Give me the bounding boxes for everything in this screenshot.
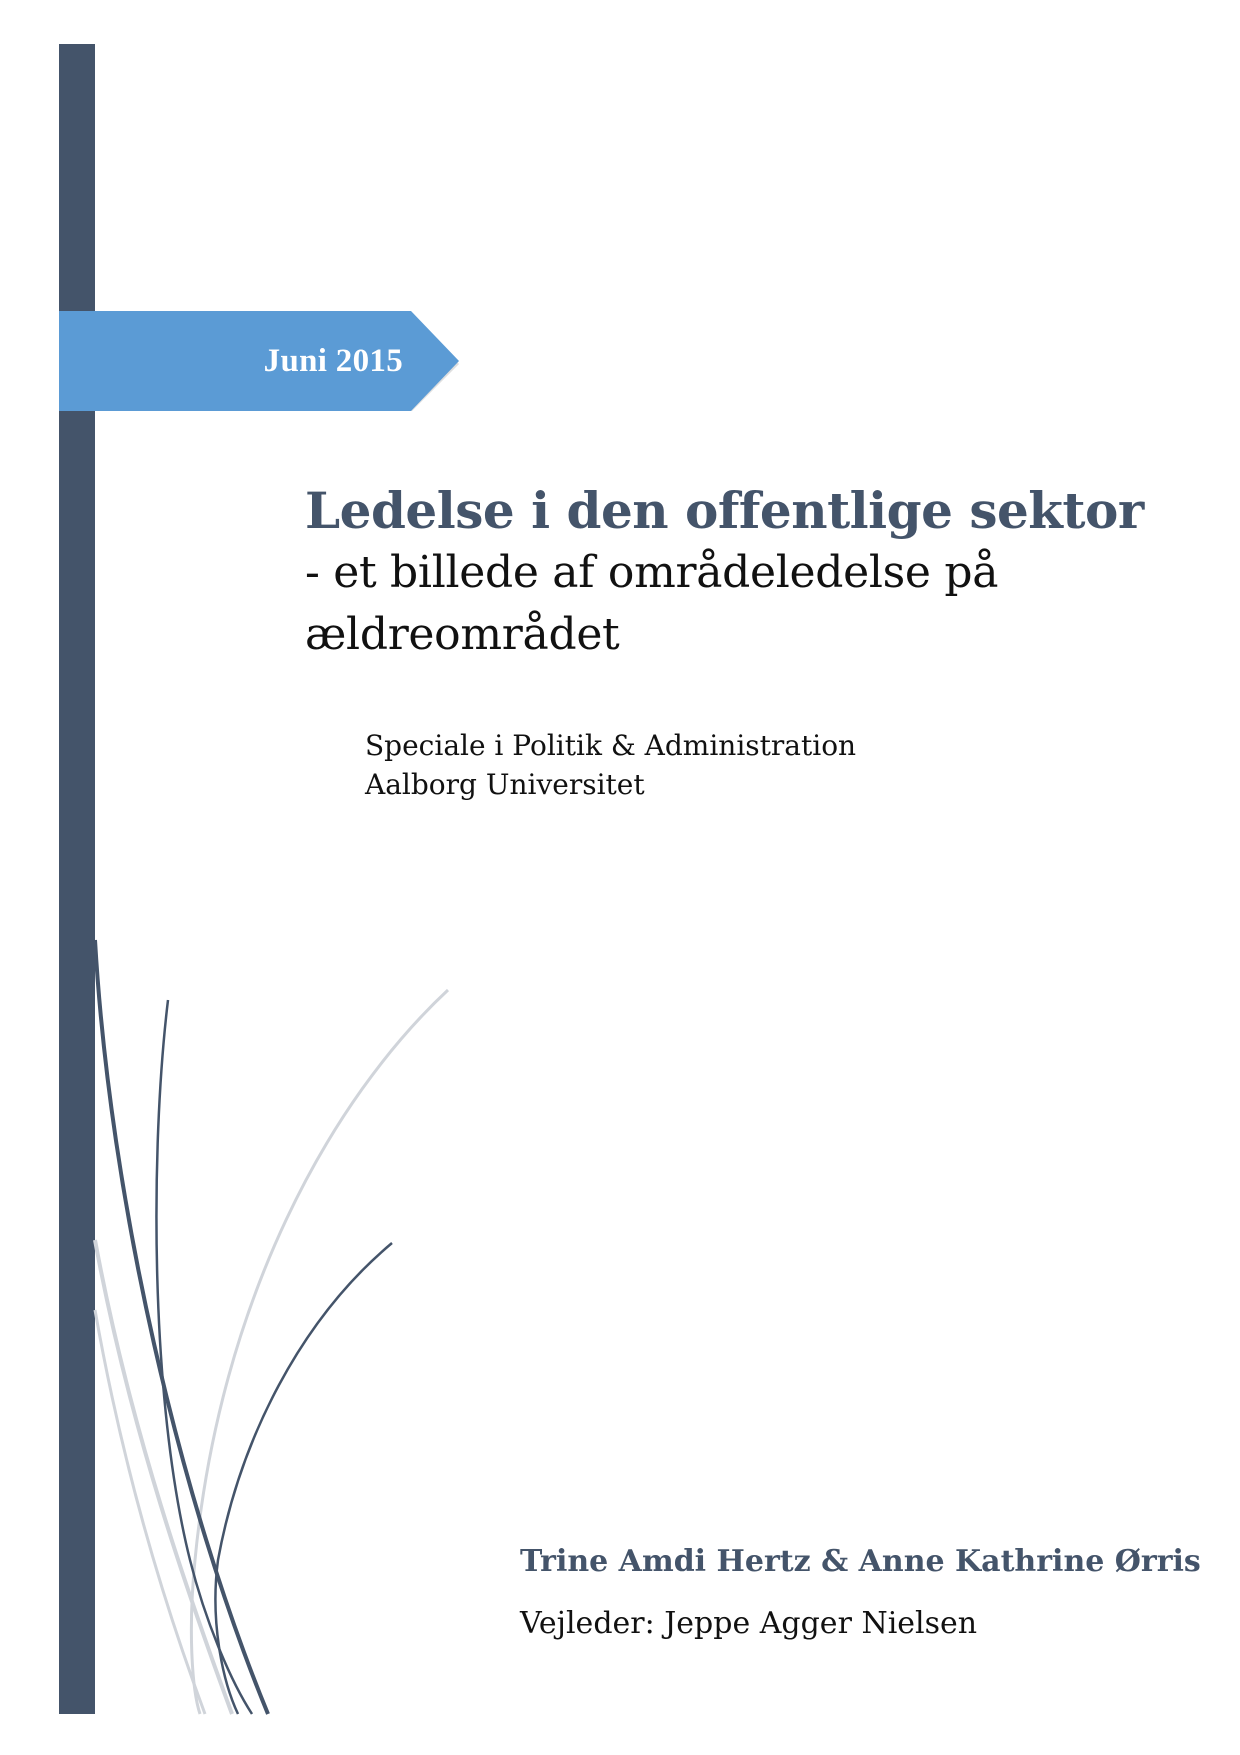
program-info — [365, 726, 856, 804]
document-subtitle — [305, 542, 1205, 666]
date-banner — [59, 311, 459, 411]
sidebar-bar — [59, 44, 95, 1714]
title-block — [305, 480, 1205, 666]
subtitle-line-2: ældreområdet — [305, 609, 620, 660]
university-name: Aalborg Universitet — [365, 768, 645, 801]
authors: Trine Amdi Hertz & Anne Kathrine Ørris — [520, 1544, 1201, 1579]
supervisor: Vejleder: Jeppe Agger Nielsen — [520, 1606, 978, 1641]
subtitle-line-1: - et billede af områdeledelse på — [305, 547, 999, 598]
document-title: Ledelse i den offentlige sektor — [305, 481, 1144, 540]
date-label: Juni 2015 — [263, 342, 403, 379]
program-name: Speciale i Politik & Administration — [365, 729, 857, 762]
